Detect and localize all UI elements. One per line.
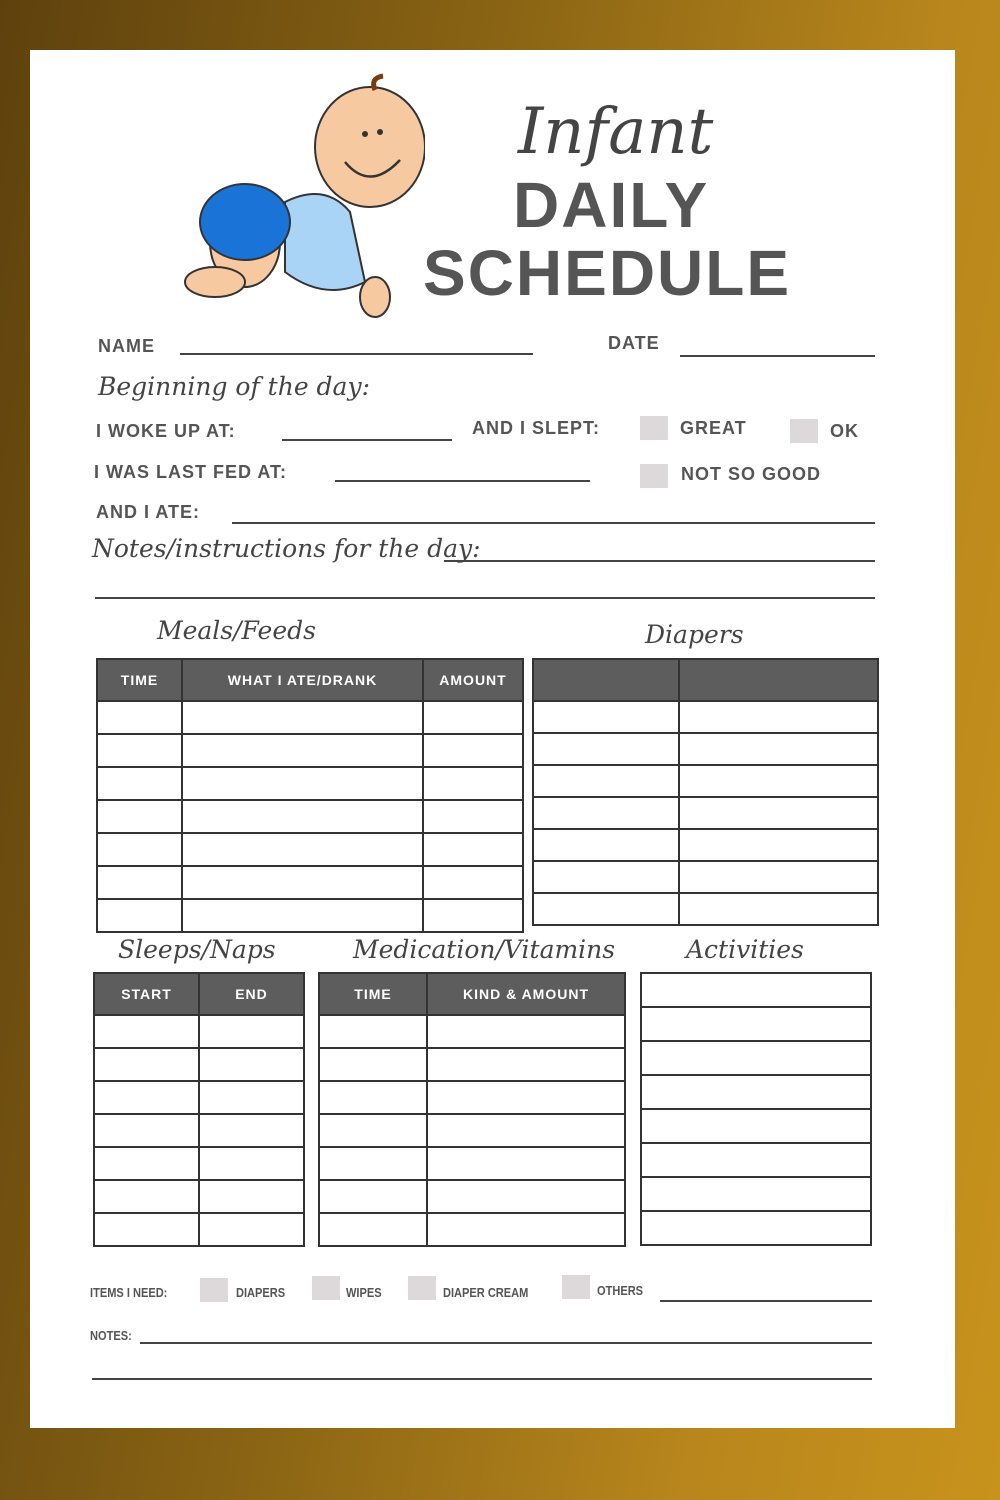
table-cell[interactable] bbox=[533, 829, 679, 861]
table-row bbox=[97, 800, 523, 833]
table-cell[interactable] bbox=[94, 1048, 199, 1081]
ate-label: AND I ATE: bbox=[96, 502, 200, 522]
table-cell[interactable] bbox=[319, 1048, 427, 1081]
table-cell[interactable] bbox=[182, 866, 423, 899]
beginning-heading: Beginning of the day: bbox=[98, 372, 371, 401]
table-cell[interactable] bbox=[182, 734, 423, 767]
table-row bbox=[641, 1143, 871, 1177]
table-row bbox=[641, 1177, 871, 1211]
not-so-good-checkbox[interactable] bbox=[640, 464, 668, 488]
diapers-header-2 bbox=[679, 659, 878, 701]
table-cell[interactable] bbox=[641, 973, 871, 1007]
table-row bbox=[533, 733, 878, 765]
table-cell[interactable] bbox=[319, 1180, 427, 1213]
col-end: END bbox=[199, 973, 304, 1015]
table-row bbox=[94, 1180, 304, 1213]
table-cell[interactable] bbox=[427, 1048, 625, 1081]
table-cell[interactable] bbox=[97, 899, 182, 932]
table-row bbox=[319, 1213, 625, 1246]
table-cell[interactable] bbox=[182, 833, 423, 866]
table-cell[interactable] bbox=[319, 1114, 427, 1147]
table-row bbox=[319, 1114, 625, 1147]
table-row bbox=[97, 734, 523, 767]
diapers-checkbox[interactable] bbox=[200, 1278, 228, 1302]
table-cell[interactable] bbox=[679, 797, 878, 829]
activities-heading: Activities bbox=[686, 935, 804, 964]
wipes-checkbox[interactable] bbox=[312, 1276, 340, 1300]
table-cell[interactable] bbox=[94, 1213, 199, 1246]
notes-label: NOTES: bbox=[90, 1328, 132, 1343]
notes-field[interactable] bbox=[140, 1342, 872, 1344]
diapers-item-label: DIAPERS bbox=[236, 1285, 286, 1300]
table-cell[interactable] bbox=[679, 829, 878, 861]
ate-field[interactable] bbox=[232, 522, 875, 524]
great-label: GREAT bbox=[680, 418, 747, 438]
table-cell[interactable] bbox=[423, 866, 523, 899]
table-row bbox=[319, 1081, 625, 1114]
table-cell[interactable] bbox=[427, 1180, 625, 1213]
table-cell[interactable] bbox=[533, 861, 679, 893]
table-row bbox=[533, 797, 878, 829]
ok-label: OK bbox=[830, 421, 859, 441]
table-row bbox=[97, 899, 523, 932]
table-row bbox=[641, 1211, 871, 1245]
table-row bbox=[319, 1015, 625, 1048]
table-row bbox=[533, 893, 878, 925]
table-cell[interactable] bbox=[679, 701, 878, 733]
table-row bbox=[319, 1048, 625, 1081]
table-cell[interactable] bbox=[533, 765, 679, 797]
table-row bbox=[533, 701, 878, 733]
table-cell[interactable] bbox=[97, 833, 182, 866]
others-field[interactable] bbox=[660, 1300, 872, 1302]
table-row bbox=[97, 866, 523, 899]
items-need-label: ITEMS I NEED: bbox=[90, 1285, 168, 1300]
notes-day-label: Notes/instructions for the day: bbox=[92, 534, 481, 563]
table-cell[interactable] bbox=[182, 899, 423, 932]
table-cell[interactable] bbox=[423, 833, 523, 866]
name-label: NAME bbox=[98, 336, 155, 356]
table-cell[interactable] bbox=[533, 797, 679, 829]
schedule-page bbox=[30, 50, 955, 1428]
woke-field[interactable] bbox=[282, 439, 452, 441]
table-cell[interactable] bbox=[199, 1147, 304, 1180]
table-cell[interactable] bbox=[94, 1015, 199, 1048]
table-cell[interactable] bbox=[641, 1041, 871, 1075]
table-cell[interactable] bbox=[97, 701, 182, 734]
table-row bbox=[533, 861, 878, 893]
table-cell[interactable] bbox=[182, 767, 423, 800]
table-cell[interactable] bbox=[97, 866, 182, 899]
table-cell[interactable] bbox=[94, 1180, 199, 1213]
col-what-ate: WHAT I ATE/DRANK bbox=[182, 659, 423, 701]
table-cell[interactable] bbox=[199, 1180, 304, 1213]
table-cell[interactable] bbox=[319, 1147, 427, 1180]
crawling-baby-illustration bbox=[175, 72, 425, 322]
not-so-good-label: NOT SO GOOD bbox=[681, 464, 822, 484]
table-cell[interactable] bbox=[533, 893, 679, 925]
table-cell[interactable] bbox=[423, 767, 523, 800]
table-cell[interactable] bbox=[427, 1114, 625, 1147]
ok-checkbox[interactable] bbox=[790, 419, 818, 443]
table-cell[interactable] bbox=[641, 1211, 871, 1245]
table-cell[interactable] bbox=[199, 1015, 304, 1048]
table-cell[interactable] bbox=[427, 1147, 625, 1180]
others-checkbox[interactable] bbox=[562, 1275, 590, 1299]
wipes-label: WIPES bbox=[346, 1285, 382, 1300]
table-cell[interactable] bbox=[199, 1213, 304, 1246]
title-script: Infant bbox=[518, 95, 714, 169]
table-cell[interactable] bbox=[94, 1114, 199, 1147]
table-cell[interactable] bbox=[641, 1075, 871, 1109]
table-cell[interactable] bbox=[423, 800, 523, 833]
table-cell[interactable] bbox=[427, 1081, 625, 1114]
diaper-cream-label: DIAPER CREAM bbox=[443, 1285, 529, 1300]
table-row bbox=[319, 1147, 625, 1180]
table-cell[interactable] bbox=[533, 733, 679, 765]
medication-heading: Medication/Vitamins bbox=[353, 935, 616, 964]
activities-table bbox=[640, 972, 872, 1246]
table-cell[interactable] bbox=[679, 861, 878, 893]
table-cell[interactable] bbox=[199, 1081, 304, 1114]
table-cell[interactable] bbox=[641, 1007, 871, 1041]
table-cell[interactable] bbox=[423, 899, 523, 932]
notes-field-2[interactable] bbox=[92, 1378, 872, 1380]
table-row bbox=[641, 1109, 871, 1143]
table-row bbox=[641, 1007, 871, 1041]
last-fed-field[interactable] bbox=[335, 480, 590, 482]
notes-day-field[interactable] bbox=[444, 560, 875, 562]
table-row bbox=[641, 1075, 871, 1109]
table-cell[interactable] bbox=[319, 1015, 427, 1048]
table-cell[interactable] bbox=[182, 701, 423, 734]
diapers-header-1 bbox=[533, 659, 679, 701]
table-cell[interactable] bbox=[641, 1143, 871, 1177]
table-cell[interactable] bbox=[423, 701, 523, 734]
title-daily: DAILY bbox=[513, 169, 710, 241]
table-cell[interactable] bbox=[641, 1177, 871, 1211]
table-cell[interactable] bbox=[679, 765, 878, 797]
table-cell[interactable] bbox=[182, 800, 423, 833]
col-start: START bbox=[94, 973, 199, 1015]
last-fed-label: I WAS LAST FED AT: bbox=[94, 462, 287, 482]
table-row bbox=[97, 767, 523, 800]
table-row bbox=[97, 701, 523, 734]
table-row bbox=[319, 1180, 625, 1213]
table-cell[interactable] bbox=[199, 1114, 304, 1147]
table-cell[interactable] bbox=[679, 733, 878, 765]
notes-day-field-2[interactable] bbox=[95, 597, 875, 599]
table-cell[interactable] bbox=[94, 1147, 199, 1180]
table-cell[interactable] bbox=[427, 1015, 625, 1048]
table-row bbox=[94, 1015, 304, 1048]
table-row bbox=[641, 1041, 871, 1075]
table-cell[interactable] bbox=[97, 767, 182, 800]
table-cell[interactable] bbox=[423, 734, 523, 767]
slept-label: AND I SLEPT: bbox=[472, 418, 601, 438]
table-row bbox=[97, 833, 523, 866]
date-label: DATE bbox=[608, 333, 660, 353]
table-cell[interactable] bbox=[319, 1213, 427, 1246]
table-row bbox=[94, 1147, 304, 1180]
great-checkbox[interactable] bbox=[640, 416, 668, 440]
diapers-table bbox=[532, 658, 879, 926]
meals-heading: Meals/Feeds bbox=[157, 616, 316, 645]
table-cell[interactable] bbox=[199, 1048, 304, 1081]
table-cell[interactable] bbox=[97, 734, 182, 767]
table-cell[interactable] bbox=[94, 1081, 199, 1114]
sleeps-heading: Sleeps/Naps bbox=[118, 935, 276, 964]
col-amount: AMOUNT bbox=[423, 659, 523, 701]
table-row bbox=[94, 1048, 304, 1081]
diaper-cream-checkbox[interactable] bbox=[408, 1276, 436, 1300]
table-cell[interactable] bbox=[427, 1213, 625, 1246]
table-cell[interactable] bbox=[533, 701, 679, 733]
table-row bbox=[94, 1114, 304, 1147]
table-row bbox=[533, 829, 878, 861]
table-row bbox=[94, 1081, 304, 1114]
date-field[interactable] bbox=[680, 355, 875, 357]
col-time: TIME bbox=[97, 659, 182, 701]
diapers-heading: Diapers bbox=[645, 620, 744, 649]
table-row bbox=[533, 765, 878, 797]
medication-table bbox=[318, 972, 626, 1247]
table-cell[interactable] bbox=[679, 893, 878, 925]
table-cell[interactable] bbox=[319, 1081, 427, 1114]
table-row bbox=[641, 973, 871, 1007]
sleeps-table bbox=[93, 972, 305, 1247]
col-kind-amount: KIND & AMOUNT bbox=[427, 973, 625, 1015]
table-cell[interactable] bbox=[97, 800, 182, 833]
col-med-time: TIME bbox=[319, 973, 427, 1015]
title-schedule: SCHEDULE bbox=[423, 237, 792, 309]
meals-table bbox=[96, 658, 524, 933]
table-row bbox=[94, 1213, 304, 1246]
name-field[interactable] bbox=[180, 353, 533, 355]
table-cell[interactable] bbox=[641, 1109, 871, 1143]
woke-label: I WOKE UP AT: bbox=[96, 421, 236, 441]
others-label: OTHERS bbox=[597, 1283, 644, 1298]
